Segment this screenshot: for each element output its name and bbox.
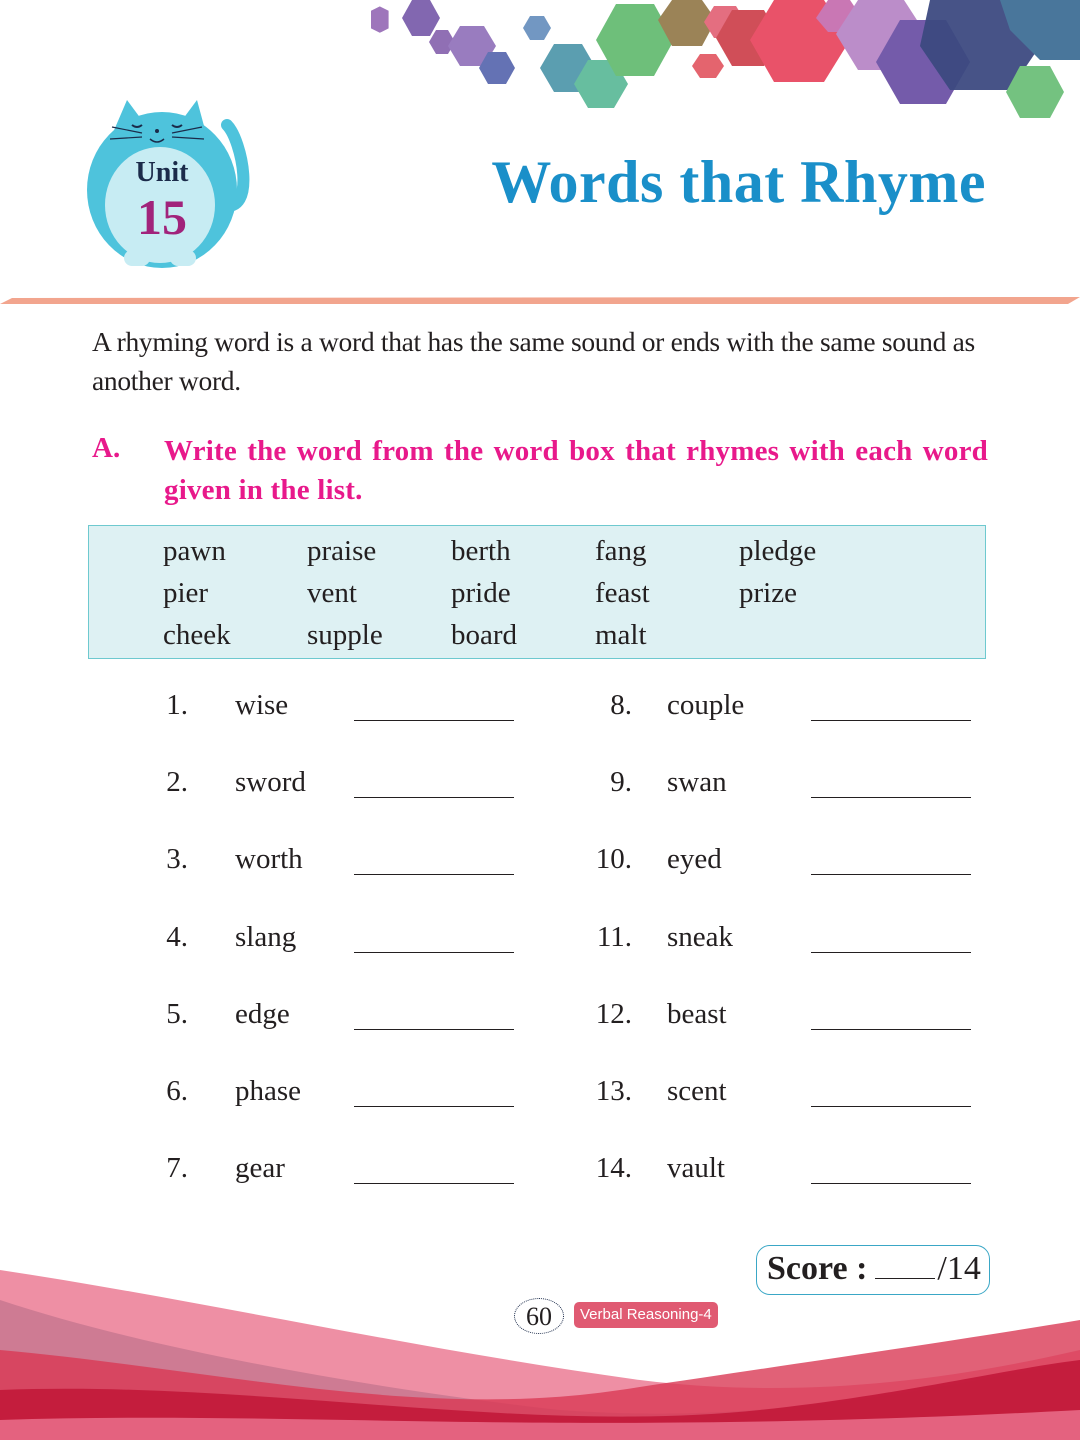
answer-blank[interactable]: [811, 999, 971, 1030]
answer-blank[interactable]: [811, 767, 971, 798]
question-number: 10.: [595, 843, 632, 875]
answer-blank[interactable]: [354, 1076, 514, 1107]
question-number: 14.: [595, 1152, 632, 1184]
title-divider: [0, 297, 1080, 305]
word-box-item: pledge: [739, 535, 817, 567]
answer-blank[interactable]: [354, 767, 514, 798]
task-letter: A.: [92, 432, 121, 464]
question-number: 2.: [166, 766, 188, 798]
answer-blank[interactable]: [354, 999, 514, 1030]
word-box-item: prize: [739, 577, 797, 609]
question-word: sword: [235, 766, 306, 798]
word-box-item: feast: [595, 577, 650, 609]
word-box-item: vent: [307, 577, 357, 609]
question-word: worth: [235, 843, 303, 875]
book-name-badge: Verbal Reasoning-4: [574, 1302, 718, 1328]
unit-badge: [82, 95, 252, 270]
question-number: 8.: [610, 689, 632, 721]
question-number: 13.: [595, 1075, 632, 1107]
question-word: eyed: [667, 843, 722, 875]
score-blank[interactable]: [875, 1248, 935, 1279]
decorative-hexagons: [360, 0, 1080, 125]
answer-blank[interactable]: [811, 922, 971, 953]
question-number: 4.: [166, 921, 188, 953]
word-box-item: cheek: [163, 619, 231, 651]
question-number: 12.: [595, 998, 632, 1030]
question-word: wise: [235, 689, 289, 721]
page-title: Words that Rhyme: [491, 149, 986, 215]
question-number: 7.: [166, 1152, 188, 1184]
question-word: edge: [235, 998, 290, 1030]
question-word: sneak: [667, 921, 734, 953]
word-box: [88, 525, 986, 659]
unit-label: Unit: [135, 157, 189, 188]
word-box-item: pawn: [163, 535, 226, 567]
answer-blank[interactable]: [354, 922, 514, 953]
question-word: scent: [667, 1075, 727, 1107]
answer-blank[interactable]: [354, 690, 514, 721]
question-word: couple: [667, 689, 745, 721]
word-box-item: board: [451, 619, 518, 651]
question-word: swan: [667, 766, 727, 798]
score-box: [756, 1245, 990, 1295]
word-box-item: praise: [307, 535, 377, 567]
answer-blank[interactable]: [354, 1153, 514, 1184]
question-word: gear: [235, 1152, 285, 1184]
question-number: 5.: [166, 998, 188, 1030]
question-number: 1.: [166, 689, 188, 721]
question-number: 11.: [596, 921, 632, 953]
answer-blank[interactable]: [811, 844, 971, 875]
question-word: beast: [667, 998, 727, 1030]
word-box-item: berth: [451, 535, 511, 567]
page-number: 60: [514, 1298, 564, 1334]
score-label: Score :: [767, 1250, 868, 1287]
question-word: vault: [667, 1152, 725, 1184]
intro-paragraph: A rhyming word is a word that has the same sound or ends with the same sound as another word.: [92, 326, 975, 396]
word-box-item: supple: [307, 619, 383, 651]
word-box-item: fang: [595, 535, 647, 567]
answer-blank[interactable]: [811, 690, 971, 721]
word-box-item: malt: [595, 619, 647, 651]
answer-blank[interactable]: [354, 844, 514, 875]
question-word: phase: [235, 1075, 302, 1107]
word-box-item: pride: [451, 577, 511, 609]
word-box-item: pier: [163, 577, 209, 609]
answer-blank[interactable]: [811, 1076, 971, 1107]
question-number: 3.: [166, 843, 188, 875]
unit-number: 15: [137, 189, 187, 245]
answer-blank[interactable]: [811, 1153, 971, 1184]
task-instructions: Write the word from the word box that rhymes with each word given in the list.: [164, 435, 988, 506]
question-number: 6.: [166, 1075, 188, 1107]
score-total: /14: [937, 1250, 981, 1287]
question-number: 9.: [610, 766, 632, 798]
question-word: slang: [235, 921, 297, 953]
